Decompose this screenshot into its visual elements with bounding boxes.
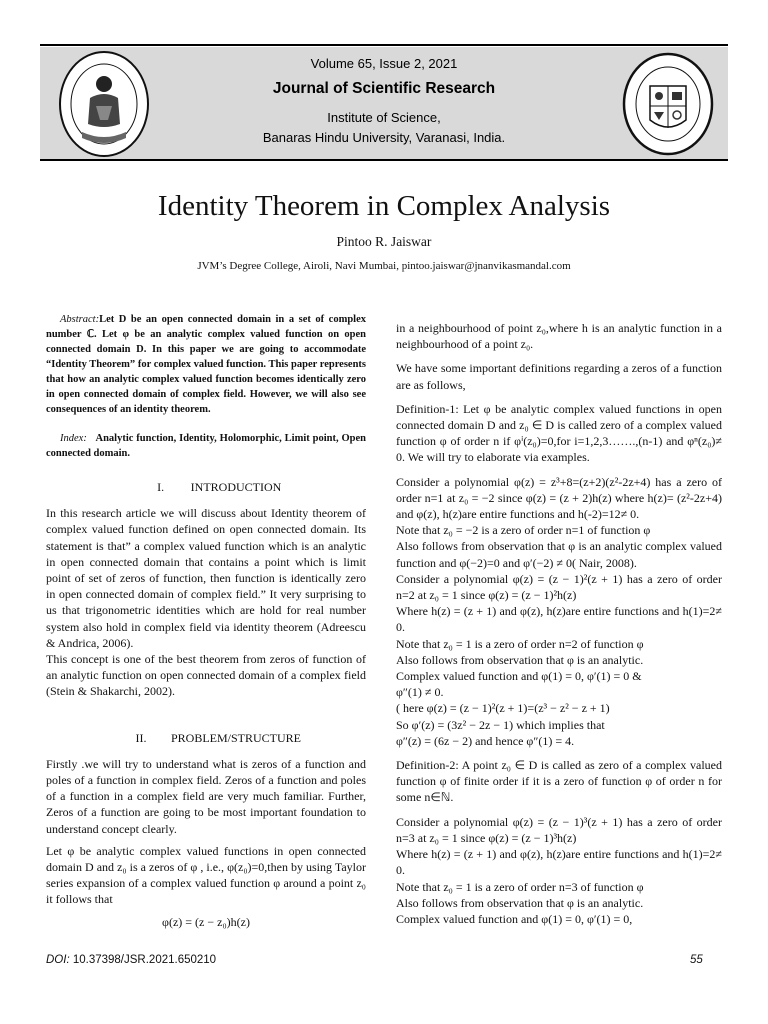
example-2-line: φ″(1) ≠ 0. (396, 685, 444, 700)
example-1-observation: Also follows from observation that φ is an analytic complex valued function and φ(−2)=0 and φ′(−2) ≠ 0( Nair, 2008). (396, 539, 722, 570)
example-2-line: ( here φ(z) = (z − 1)²(z + 1)=(z³ − z² − z + 1) (396, 701, 610, 716)
doi-label: DOI: (46, 954, 70, 966)
index-label: Index: (60, 433, 87, 444)
example-3-note: Note that z₀ = 1 is a zero of order n=3 of function φ (396, 879, 644, 894)
example-3-observation: Also follows from observation that φ is an analytic. (396, 895, 644, 910)
example-2: Consider a polynomial φ(z) = (z − 1)²(z + 1) has a zero of order n=2 at z₀ = 1 since φ(z) = (z − 1)²h(z) (396, 571, 722, 603)
abstract-label: Abstract: (60, 314, 100, 325)
example-1: Consider a polynomial φ(z) = z³+8=(z+2)(z²-2z+4) has a zero of order n=1 at z₀ = −2 since φ(z) = (z + 2)h(z) where h(z)= (z²-2z+4) and φ(z), h(z)are entire functions and h(-2)=12≠ 0. (396, 474, 722, 522)
paper-author: Pintoo R. Jaiswar (336, 234, 432, 249)
journal-name: Journal of Scientific Research (272, 80, 496, 97)
example-3-where: Where h(z) = (z + 1) and φ(z), h(z)are entire functions and h(1)=2≠ 0. (396, 847, 722, 878)
journal-institute: Institute of Science, (327, 110, 441, 125)
journal-university: Banaras Hindu University, Varanasi, India. (262, 130, 506, 145)
example-2-line: So φ′(z) = (3z² − 2z − 1) which implies that (396, 717, 605, 732)
definition-2: Definition-2: A point z₀ ∈ D is called as zero of a complex valued function φ of finite order if it is a zero of function φ of order n for some n∈ℕ. (396, 758, 722, 805)
abstract-text: Let D be an open connected domain in a set of complex number ℂ. Let φ be an analytic complex valued function on open connected domain D. In this paper we are going to accommodate “Identity Theorem” for complex valued function. This paper represents that how an analytic complex valued function becomes identically zero in open connected domain of complex field. However, we will also see consequences of an identity theorem. (46, 314, 366, 415)
paragraph: We have some important definitions regarding a zeros of a function are as follows, (396, 361, 722, 392)
example-2-note: Note that z₀ = 1 is a zero of order n=2 of function φ (396, 636, 644, 651)
intro-paragraph: This concept is one of the best theorem from zeros of function of an analytic function on open connected domain of a complex field (Stein & Shakarchi, 2002). (46, 652, 366, 699)
problem-paragraph: Firstly .we will try to understand what is zeros of a function and poles of a function in complex field. Zeros of a function and poles of a function in a complex field are very much familiar. Further, Zeros of a function are going to be most important foundation to understand concept clearly. (46, 756, 366, 836)
right-column (396, 312, 722, 927)
index-terms (46, 431, 366, 461)
example-2-where: Where h(z) = (z + 1) and φ(z), h(z)are entire functions and h(1)=2≠ 0. (396, 604, 722, 635)
bhu-emblem-logo (56, 50, 152, 158)
page-number: 55 (690, 954, 703, 966)
section-number: I. (157, 480, 165, 494)
example-1-note: Note that z₀ = −2 is a zero of order n=1 of function φ (396, 523, 651, 538)
header-top-rule (40, 44, 728, 46)
example-2-observation: Also follows from observation that φ is an analytic. (396, 652, 644, 667)
problem-paragraph: Let φ be analytic complex valued functions in open connected domain D and z₀ is a zeros of φ , i.e., φ(z₀)=0,then by using Taylor series expansion of a complex valued function φ around a point z₀ it follows that (46, 843, 366, 907)
example-2-line: φ″(z) = (6z − 2) and hence φ″(1) = 4. (396, 733, 575, 748)
paper-title: Identity Theorem in Complex Analysis (157, 190, 611, 222)
section-heading-problem (46, 730, 366, 746)
taylor-equation: φ(z) = (z − z₀)h(z) (162, 914, 250, 929)
section-title: INTRODUCTION (190, 480, 282, 494)
paper-affiliation: JVM’s Degree College, Airoli, Navi Mumbai, pintoo.jaiswar@jnanvikasmandal.com (197, 260, 571, 272)
definition-1: Definition-1: Let φ be analytic complex valued functions in open connected domain D and z₀ ∈ D is called zero of a complex valued function φ of order n if φⁱ(z₀)=0,for i=1,2,3…….,(n-1) and φⁿ(z₀)≠ 0. We will try to elaborate via examples. (396, 401, 722, 465)
example-3: Consider a polynomial φ(z) = (z − 1)³(z + 1) has a zero of order n=3 at z₀ = 1 since φ(z) = (z − 1)³h(z) (396, 814, 722, 845)
header-bottom-rule (40, 159, 728, 161)
index-text: Analytic function, Identity, Holomorphic, Limit point, Open connected domain. (46, 433, 366, 459)
example-3-line: Complex valued function and φ(1) = 0, φ′(1) = 0, (396, 911, 633, 926)
journal-volume: Volume 65, Issue 2, 2021 (310, 56, 458, 71)
section-title: PROBLEM/STRUCTURE (170, 730, 302, 745)
footer-doi (46, 954, 216, 966)
doi-link[interactable]: 10.37398/JSR.2021.650210 (72, 954, 217, 966)
left-column (46, 312, 366, 936)
paragraph: in a neighbourhood of point z₀,where h is an analytic function in a neighbourhood of a point z₀. (396, 321, 722, 352)
abstract (46, 312, 366, 417)
example-2-line: Complex valued function and φ(1) = 0, φ′(1) = 0 & (396, 669, 642, 684)
section-number: II. (135, 730, 147, 745)
intro-paragraph: In this research article we will discuss about Identity theorem of complex valued function defined on open connected domain. Its statement is that” a complex valued function which is an analytic in open connected domain that contains a point which is limit point of set of zeros of function, then function is identically zero in open connected domain of complex field.” It very surprising to us that trigonometric identities which are hold for real number system also hold in complex field via identity theorem (Adreescu & Andrica, 2006). (46, 506, 366, 650)
faculty-of-science-seal-logo (620, 50, 716, 158)
section-heading-introduction (46, 479, 366, 495)
